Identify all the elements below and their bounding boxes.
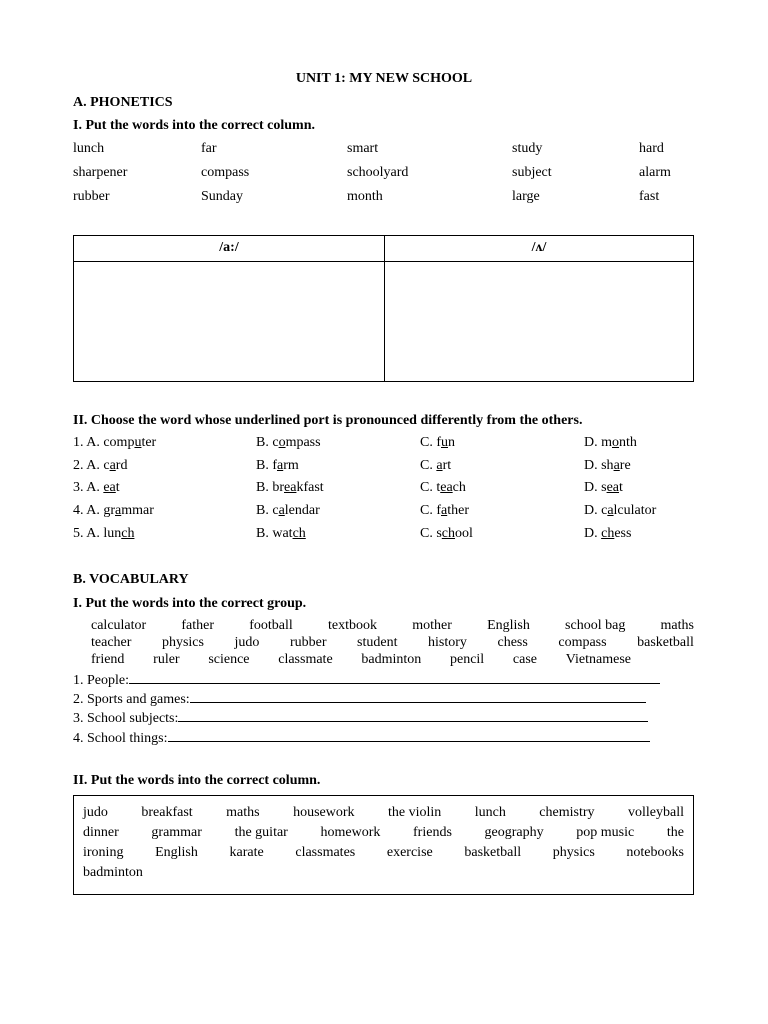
answer-option[interactable]: D. chess — [584, 525, 632, 541]
section-b-ex1-instruction: I. Put the words into the correct group. — [73, 596, 307, 611]
word: case — [512, 652, 538, 667]
answer-option[interactable]: C. father — [420, 503, 469, 519]
word: smart — [347, 141, 379, 156]
answer-option[interactable]: B. breakfast — [256, 480, 324, 496]
word: housework — [293, 805, 355, 820]
word-row — [73, 141, 713, 161]
underlined-part: a — [109, 457, 116, 473]
question-row — [73, 480, 713, 500]
phonetics-answer-table — [73, 235, 694, 382]
group-sports — [73, 690, 646, 708]
section-a-heading: A. PHONETICS — [73, 95, 173, 110]
column-header-wedge: /ʌ/ — [531, 240, 547, 255]
word: rubber — [289, 635, 327, 650]
answer-option[interactable]: C. art — [420, 457, 452, 473]
word: ruler — [153, 652, 180, 667]
word: mother — [412, 618, 452, 633]
question-row — [73, 458, 713, 478]
word: schoolyard — [347, 165, 409, 180]
group-label: 2. Sports and games: — [73, 692, 190, 707]
underlined-part: ch — [601, 525, 615, 541]
answer-option[interactable]: B. watch — [256, 525, 306, 541]
group-people — [73, 671, 660, 689]
underlined-part: u — [441, 435, 448, 450]
word: geography — [484, 825, 544, 840]
underlined-part: u — [134, 435, 142, 450]
word: compass — [558, 635, 607, 650]
word: student — [357, 635, 398, 650]
word: friend — [91, 652, 125, 667]
word: karate — [229, 845, 264, 860]
answer-option[interactable]: C. fun — [420, 435, 455, 450]
answer-line[interactable] — [129, 671, 660, 684]
underlined-part: a — [607, 503, 614, 519]
answer-option[interactable]: 4. A. grammar — [73, 503, 154, 519]
box-word-row — [83, 825, 684, 841]
word: classmates — [295, 845, 356, 860]
underlined-part: ea — [440, 480, 453, 496]
section-a-ex2-instruction: II. Choose the word whose underlined port is pronounced differently from the others. — [73, 413, 583, 428]
underlined-part: ea — [103, 480, 116, 496]
word: friends — [413, 825, 452, 840]
underlined-part: o — [612, 435, 619, 450]
vocab-row — [91, 635, 694, 651]
word-row — [73, 165, 713, 185]
word: pop music — [576, 825, 635, 840]
word: basketball — [637, 635, 694, 650]
underlined-part: a — [115, 503, 122, 519]
answer-line[interactable] — [168, 729, 650, 742]
underlined-part: ch — [121, 525, 135, 541]
word: alarm — [639, 165, 671, 180]
word: classmate — [278, 652, 333, 667]
word: study — [512, 141, 543, 156]
word: the guitar — [234, 825, 288, 840]
word: maths — [226, 805, 260, 820]
word: textbook — [328, 618, 377, 633]
vocab-row — [91, 652, 631, 668]
question-row — [73, 503, 713, 523]
answer-option[interactable]: B. compass — [256, 435, 321, 450]
answer-option[interactable]: B. farm — [256, 457, 299, 473]
word: homework — [320, 825, 381, 840]
section-b-ex2-instruction: II. Put the words into the correct column. — [73, 773, 321, 788]
word: hard — [639, 141, 664, 156]
section-a-ex1-instruction: I. Put the words into the correct column. — [73, 118, 315, 133]
column-header-a: /a:/ — [219, 240, 239, 255]
word: calculator — [91, 618, 147, 633]
word: breakfast — [141, 805, 193, 820]
answer-option[interactable]: C. school — [420, 525, 473, 541]
answer-option[interactable]: D. seat — [584, 480, 623, 496]
answer-option[interactable]: 2. A. card — [73, 457, 128, 473]
word: month — [347, 189, 383, 204]
word: basketball — [464, 845, 522, 860]
underlined-part: a — [436, 457, 443, 473]
word: subject — [512, 165, 552, 180]
word: badminton — [361, 652, 422, 667]
group-things — [73, 729, 650, 747]
answer-option[interactable]: B. calendar — [256, 503, 320, 519]
word: Sunday — [201, 189, 243, 204]
word: physics — [161, 635, 204, 650]
word: exercise — [386, 845, 433, 860]
underlined-part: ea — [606, 480, 619, 496]
word: Vietnamese — [565, 652, 631, 667]
word: grammar — [151, 825, 202, 840]
word: teacher — [91, 635, 132, 650]
box-word-row — [83, 805, 684, 821]
words-box — [73, 795, 694, 895]
section-b-heading: B. VOCABULARY — [73, 572, 189, 587]
group-label: 3. School subjects: — [73, 711, 179, 726]
answer-line[interactable] — [178, 709, 648, 722]
word: judo — [234, 635, 260, 650]
word: history — [428, 635, 467, 650]
word-row — [73, 189, 713, 209]
word: rubber — [73, 189, 110, 204]
answer-option[interactable]: C. teach — [420, 480, 466, 496]
word: far — [201, 141, 217, 156]
word: dinner — [83, 825, 119, 840]
underlined-part: o — [278, 435, 286, 450]
word: science — [208, 652, 250, 667]
word: judo — [83, 805, 108, 820]
word: pencil — [449, 652, 485, 667]
question-row — [73, 526, 713, 546]
answer-option[interactable]: D. month — [584, 435, 637, 450]
word: physics — [552, 845, 595, 860]
vocab-row — [91, 618, 694, 634]
word: fast — [639, 189, 660, 204]
box-word-row — [83, 845, 684, 861]
word: the violin — [387, 805, 442, 820]
word: sharpener — [73, 165, 128, 180]
underlined-part: a — [277, 457, 284, 473]
word: volleyball — [627, 805, 684, 820]
box-word-row — [83, 865, 684, 881]
word: compass — [201, 165, 250, 180]
word: ironing — [83, 845, 124, 860]
word: lunch — [474, 805, 506, 820]
underlined-part: ch — [292, 525, 306, 541]
word: large — [512, 189, 540, 204]
table-divider — [384, 236, 385, 381]
answer-option[interactable]: D. calculator — [584, 503, 657, 519]
word: badminton — [83, 865, 143, 880]
answer-option[interactable]: 5. A. lunch — [73, 525, 135, 541]
word: school bag — [565, 618, 626, 633]
underlined-part: a — [613, 457, 620, 473]
page-title: UNIT 1: MY NEW SCHOOL — [295, 71, 473, 86]
word: maths — [660, 618, 694, 633]
word: notebooks — [626, 845, 684, 860]
answer-option[interactable]: 3. A. eat — [73, 480, 120, 496]
answer-option[interactable]: D. share — [584, 457, 631, 473]
word: English — [487, 618, 530, 633]
underlined-part: ch — [441, 525, 456, 541]
group-label: 1. People: — [73, 673, 129, 688]
word: English — [155, 845, 198, 860]
question-row — [73, 435, 713, 455]
underlined-part: a — [441, 503, 448, 519]
group-label: 4. School things: — [73, 731, 168, 746]
underlined-part: a — [278, 503, 285, 519]
word: father — [181, 618, 215, 633]
group-subjects — [73, 709, 648, 727]
answer-line[interactable] — [190, 690, 646, 703]
underlined-part: ea — [284, 480, 297, 496]
word: the — [666, 825, 684, 840]
word: football — [249, 618, 293, 633]
word: chess — [497, 635, 528, 650]
word: chemistry — [539, 805, 595, 820]
answer-option[interactable]: 1. A. computer — [73, 435, 157, 450]
word: lunch — [73, 141, 105, 156]
